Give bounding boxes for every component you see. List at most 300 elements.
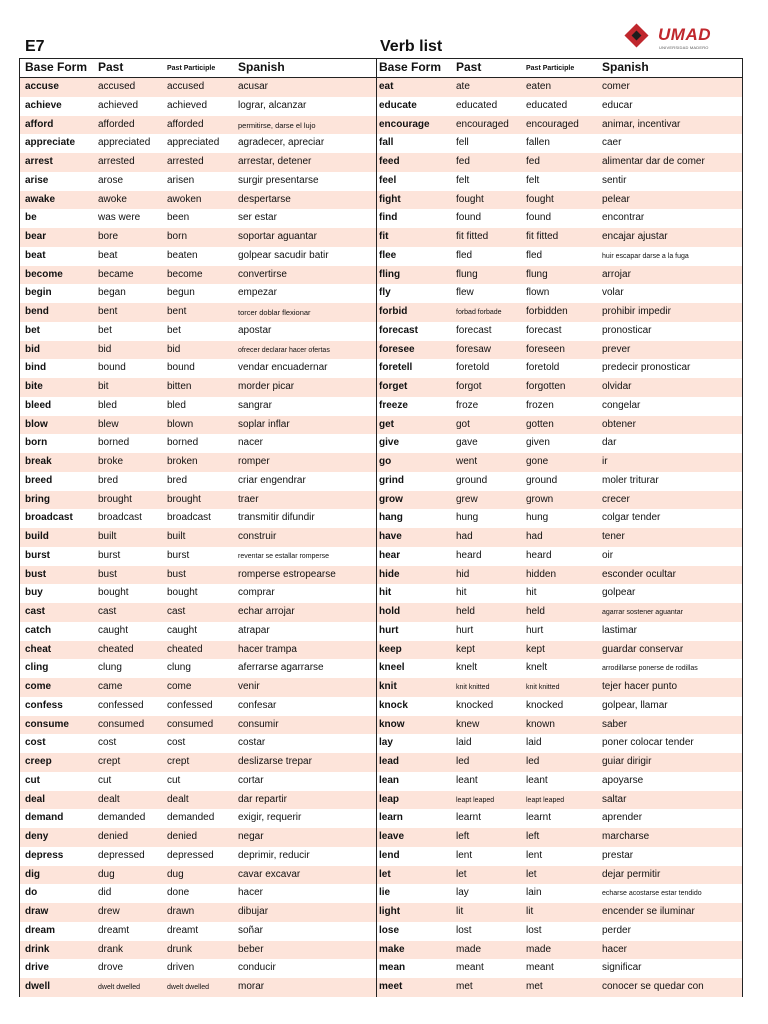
- base-form-cell: afford: [25, 118, 54, 130]
- table-row: [20, 941, 376, 960]
- base-form-cell: burst: [25, 549, 50, 561]
- header-past-participle: Past Participle: [167, 65, 216, 72]
- spanish-cell: apoyarse: [602, 774, 644, 786]
- spanish-cell: hacer trampa: [238, 643, 297, 655]
- past-participle-cell: caught: [167, 624, 198, 636]
- table-row: [20, 341, 376, 360]
- past-participle-cell: forbidden: [526, 306, 568, 317]
- table-row: [377, 153, 742, 172]
- past-cell: educated: [456, 99, 498, 111]
- past-participle-cell: fit fitted: [526, 231, 559, 242]
- past-participle-cell: knocked: [526, 699, 564, 711]
- logo-wordmark: UMAD: [658, 25, 711, 44]
- past-cell: borned: [98, 437, 130, 449]
- past-cell: burst: [98, 549, 121, 561]
- past-participle-cell: known: [526, 718, 555, 730]
- past-participle-cell: arisen: [167, 174, 195, 186]
- past-cell: bred: [98, 474, 119, 486]
- spanish-cell: conducir: [238, 962, 276, 974]
- past-cell: bit: [98, 381, 109, 392]
- base-form-cell: cut: [25, 774, 40, 786]
- base-form-cell: kneel: [379, 662, 405, 674]
- table-row: [20, 622, 376, 641]
- spanish-cell: comer: [602, 81, 630, 92]
- table-row: [377, 678, 742, 697]
- table-row: [20, 903, 376, 922]
- base-form-cell: fit: [379, 231, 389, 242]
- past-participle-cell: foreseen: [526, 343, 565, 355]
- base-form-cell: cheat: [25, 643, 52, 655]
- past-cell: blew: [98, 418, 119, 430]
- base-form-cell: foresee: [379, 343, 415, 355]
- base-form-cell: leap: [379, 793, 400, 805]
- past-cell: brought: [98, 493, 132, 505]
- spanish-cell: encajar ajustar: [602, 231, 668, 242]
- past-participle-cell: forgotten: [526, 381, 566, 392]
- table-row: [20, 247, 376, 266]
- past-cell: was were: [98, 212, 141, 224]
- table-row: [20, 922, 376, 941]
- table-row: [20, 791, 376, 810]
- base-form-cell: hang: [379, 512, 403, 524]
- table-row: [377, 191, 742, 210]
- past-cell: cast: [98, 606, 117, 617]
- base-form-cell: drive: [25, 962, 49, 974]
- past-cell: drew: [98, 906, 120, 917]
- past-participle-cell: arrested: [167, 156, 204, 167]
- table-row: [20, 378, 376, 397]
- past-cell: had: [456, 531, 473, 542]
- spanish-cell: lastimar: [602, 624, 638, 636]
- base-form-cell: break: [25, 456, 52, 467]
- table-header: [20, 59, 376, 78]
- base-form-cell: learn: [379, 812, 403, 824]
- spanish-cell: convertirse: [238, 268, 287, 280]
- table-row: [20, 472, 376, 491]
- past-cell: kept: [456, 643, 475, 655]
- table-row: [377, 959, 742, 978]
- spanish-cell: esconder ocultar: [602, 568, 676, 580]
- spanish-cell: predecir pronosticar: [602, 362, 691, 374]
- base-form-cell: fight: [379, 193, 401, 205]
- base-form-cell: become: [25, 268, 63, 280]
- past-participle-cell: done: [167, 887, 190, 899]
- table-row: [20, 528, 376, 547]
- past-cell: afforded: [98, 118, 135, 130]
- spanish-cell: consumir: [238, 718, 279, 730]
- table-row: [20, 566, 376, 585]
- past-cell: caught: [98, 624, 129, 636]
- base-form-cell: give: [379, 437, 400, 449]
- past-participle-cell: bound: [167, 362, 195, 374]
- past-participle-cell: hit: [526, 587, 537, 599]
- table-row: [377, 247, 742, 266]
- past-participle-cell: grown: [526, 493, 554, 505]
- base-form-cell: fly: [379, 287, 391, 299]
- past-participle-cell: cheated: [167, 643, 203, 655]
- table-header: [377, 59, 742, 78]
- spanish-cell: soportar aguantar: [238, 231, 317, 242]
- spanish-cell: exigir, requerir: [238, 812, 302, 824]
- spanish-cell: morder picar: [238, 381, 295, 392]
- spanish-cell: vendar encuadernar: [238, 362, 328, 374]
- past-cell: drove: [98, 962, 124, 974]
- past-cell: knit knitted: [456, 684, 490, 691]
- base-form-cell: fling: [379, 268, 401, 280]
- past-cell: arose: [98, 174, 124, 186]
- past-cell: awoke: [98, 193, 127, 205]
- spanish-cell: torcer doblar flexionar: [238, 308, 311, 317]
- past-cell: denied: [98, 831, 129, 842]
- table-row: [20, 884, 376, 903]
- table-row: [20, 266, 376, 285]
- base-form-cell: bend: [25, 306, 49, 317]
- past-cell: bid: [98, 343, 112, 355]
- past-participle-cell: held: [526, 606, 545, 617]
- past-cell: consumed: [98, 718, 145, 730]
- spanish-cell: arrodillarse ponerse de rodillas: [602, 665, 698, 673]
- verb-rows-left: [20, 78, 376, 997]
- past-cell: ate: [456, 81, 470, 92]
- base-form-cell: flee: [379, 249, 397, 261]
- spanish-cell: negar: [238, 831, 264, 842]
- table-row: [20, 678, 376, 697]
- base-form-cell: deal: [25, 793, 46, 805]
- base-form-cell: drink: [25, 943, 50, 955]
- past-participle-cell: made: [526, 943, 552, 955]
- base-form-cell: build: [25, 531, 49, 542]
- past-participle-cell: bled: [167, 399, 186, 411]
- base-form-cell: awake: [25, 193, 56, 205]
- spanish-cell: alimentar dar de comer: [602, 156, 705, 167]
- past-cell: forgot: [456, 381, 482, 392]
- past-participle-cell: meant: [526, 962, 554, 974]
- spanish-cell: aferrarse agarrarse: [238, 662, 324, 674]
- past-cell: cost: [98, 737, 117, 749]
- table-row: [377, 734, 742, 753]
- past-participle-cell: led: [526, 756, 540, 767]
- table-row: [20, 978, 376, 997]
- spanish-cell: prever: [602, 343, 631, 355]
- spanish-cell: golpear, llamar: [602, 699, 668, 711]
- spanish-cell: echar arrojar: [238, 606, 295, 617]
- base-form-cell: knock: [379, 699, 408, 711]
- table-row: [20, 753, 376, 772]
- spanish-cell: saber: [602, 718, 628, 730]
- base-form-cell: lie: [379, 887, 391, 899]
- past-participle-cell: brought: [167, 493, 201, 505]
- past-participle-cell: cut: [167, 774, 181, 786]
- past-participle-cell: lent: [526, 849, 543, 861]
- base-form-cell: fall: [379, 137, 394, 149]
- past-cell: arrested: [98, 156, 135, 167]
- table-row: [377, 378, 742, 397]
- past-cell: bought: [98, 587, 129, 599]
- table-row: [20, 959, 376, 978]
- past-participle-cell: given: [526, 437, 550, 449]
- table-row: [20, 866, 376, 885]
- past-participle-cell: crept: [167, 756, 190, 767]
- header-past: Past: [456, 60, 482, 74]
- table-row: [20, 584, 376, 603]
- base-form-cell: go: [379, 456, 392, 467]
- table-row: [377, 453, 742, 472]
- past-participle-cell: dealt: [167, 793, 189, 805]
- base-form-cell: meet: [379, 981, 403, 992]
- table-row: [377, 491, 742, 510]
- base-form-cell: educate: [379, 99, 417, 111]
- table-row: [20, 509, 376, 528]
- table-row: [377, 359, 742, 378]
- base-form-cell: have: [379, 531, 402, 542]
- table-row: [20, 116, 376, 135]
- past-participle-cell: foretold: [526, 362, 560, 374]
- spanish-cell: lograr, alcanzar: [238, 99, 307, 111]
- past-participle-cell: bred: [167, 474, 188, 486]
- base-form-cell: lean: [379, 774, 400, 786]
- base-form-cell: hold: [379, 606, 401, 617]
- spanish-cell: aprender: [602, 812, 643, 824]
- past-participle-cell: fought: [526, 193, 554, 205]
- spanish-cell: soplar inflar: [238, 418, 290, 430]
- spanish-cell: obtener: [602, 418, 636, 430]
- table-row: [377, 903, 742, 922]
- past-cell: dealt: [98, 793, 120, 805]
- base-form-cell: bust: [25, 568, 47, 580]
- past-participle-cell: come: [167, 681, 192, 692]
- past-participle-cell: demanded: [167, 812, 215, 824]
- past-cell: built: [98, 531, 117, 542]
- table-row: [377, 509, 742, 528]
- spanish-cell: pelear: [602, 193, 630, 205]
- base-form-cell: cling: [25, 662, 49, 674]
- past-cell: bled: [98, 399, 117, 411]
- past-participle-cell: driven: [167, 962, 195, 974]
- base-form-cell: arise: [25, 174, 49, 186]
- table-row: [377, 341, 742, 360]
- base-form-cell: cast: [25, 606, 46, 617]
- past-participle-cell: left: [526, 831, 540, 842]
- spanish-cell: nacer: [238, 437, 264, 449]
- table-row: [20, 772, 376, 791]
- page-title: Verb list: [380, 38, 443, 55]
- base-form-cell: keep: [379, 643, 402, 655]
- past-participle-cell: laid: [526, 737, 542, 749]
- past-participle-cell: awoken: [167, 193, 202, 205]
- spanish-cell: ofrecer declarar hacer ofertas: [238, 346, 330, 354]
- base-form-cell: depress: [25, 849, 64, 861]
- spanish-cell: prestar: [602, 849, 634, 861]
- past-participle-cell: dwelt dwelled: [167, 984, 210, 991]
- past-participle-cell: hung: [526, 512, 549, 524]
- past-cell: dug: [98, 868, 115, 880]
- past-participle-cell: clung: [167, 662, 191, 674]
- past-participle-cell: ground: [526, 474, 558, 486]
- spanish-cell: golpear sacudir batir: [238, 249, 329, 261]
- past-cell: lent: [456, 849, 473, 861]
- base-form-cell: buy: [25, 587, 43, 599]
- table-row: [377, 847, 742, 866]
- base-form-cell: born: [25, 437, 48, 449]
- past-participle-cell: found: [526, 212, 552, 224]
- spanish-cell: arrestar, detener: [238, 156, 312, 167]
- past-participle-cell: leant: [526, 774, 548, 786]
- header-spanish: Spanish: [602, 60, 649, 74]
- spanish-cell: oir: [602, 549, 614, 561]
- past-cell: met: [456, 981, 473, 992]
- spanish-cell: cortar: [238, 774, 264, 786]
- past-participle-cell: knelt: [526, 662, 548, 674]
- spanish-cell: golpear: [602, 587, 636, 599]
- past-participle-cell: achieved: [167, 99, 208, 111]
- past-participle-cell: hurt: [526, 624, 544, 636]
- table-row: [377, 209, 742, 228]
- table-row: [20, 809, 376, 828]
- table-row: [20, 641, 376, 660]
- past-cell: made: [456, 943, 482, 955]
- base-form-cell: make: [379, 943, 405, 955]
- past-cell: dwelt dwelled: [98, 984, 141, 991]
- table-row: [377, 472, 742, 491]
- table-row: [20, 547, 376, 566]
- past-participle-cell: forecast: [526, 324, 562, 336]
- verb-table-left: [20, 59, 376, 996]
- table-row: [377, 134, 742, 153]
- logo-subtext: UNIVERSIDAD MADERO: [659, 45, 709, 50]
- spanish-cell: colgar tender: [602, 512, 661, 524]
- spanish-cell: surgir presentarse: [238, 174, 319, 186]
- spanish-cell: costar: [238, 737, 266, 749]
- spanish-cell: tejer hacer punto: [602, 681, 678, 692]
- past-cell: knocked: [456, 699, 494, 711]
- spanish-cell: pronosticar: [602, 324, 652, 336]
- past-participle-cell: depressed: [167, 849, 214, 861]
- past-cell: broke: [98, 456, 124, 467]
- base-form-cell: beat: [25, 249, 46, 261]
- table-row: [20, 434, 376, 453]
- past-cell: forbad forbade: [456, 309, 502, 316]
- table-row: [377, 97, 742, 116]
- spanish-cell: hacer: [238, 887, 264, 899]
- past-participle-cell: educated: [526, 99, 568, 111]
- base-form-cell: lead: [379, 756, 400, 767]
- spanish-cell: echarse acostarse estar tendido: [602, 890, 702, 898]
- base-form-cell: catch: [25, 624, 52, 636]
- spanish-cell: congelar: [602, 399, 641, 411]
- spanish-cell: hacer: [602, 943, 628, 955]
- spanish-cell: educar: [602, 99, 633, 111]
- spanish-cell: reventar se estallar romperse: [238, 552, 330, 560]
- past-cell: lit: [456, 906, 464, 917]
- past-participle-cell: encouraged: [526, 118, 579, 130]
- spanish-cell: dejar permitir: [602, 868, 661, 880]
- base-form-cell: hide: [379, 568, 400, 580]
- table-row: [377, 791, 742, 810]
- table-row: [20, 303, 376, 322]
- base-form-cell: forecast: [379, 324, 418, 336]
- spanish-cell: prohibir impedir: [602, 306, 671, 317]
- past-cell: bet: [98, 324, 112, 336]
- past-participle-cell: lain: [526, 887, 542, 899]
- table-row: [377, 753, 742, 772]
- base-form-cell: draw: [25, 906, 49, 917]
- base-form-cell: hit: [379, 587, 392, 599]
- past-participle-cell: bought: [167, 587, 198, 599]
- spanish-cell: agradecer, apreciar: [238, 137, 325, 149]
- past-cell: bound: [98, 362, 126, 374]
- base-form-cell: grow: [379, 493, 403, 505]
- past-participle-cell: drawn: [167, 906, 195, 917]
- table-row: [377, 697, 742, 716]
- past-participle-cell: had: [526, 531, 543, 542]
- spanish-cell: marcharse: [602, 831, 650, 842]
- table-row: [377, 284, 742, 303]
- past-participle-cell: heard: [526, 549, 552, 561]
- spanish-cell: arrojar: [602, 268, 631, 280]
- spanish-cell: empezar: [238, 287, 277, 299]
- past-participle-cell: drunk: [167, 943, 193, 955]
- past-participle-cell: born: [167, 231, 188, 242]
- past-cell: found: [456, 212, 482, 224]
- table-row: [377, 116, 742, 135]
- past-participle-cell: kept: [526, 643, 545, 655]
- past-cell: knew: [456, 718, 480, 730]
- past-cell: did: [98, 887, 112, 899]
- table-row: [20, 491, 376, 510]
- past-cell: fit fitted: [456, 231, 489, 242]
- base-form-cell: grind: [379, 474, 404, 486]
- past-participle-cell: bent: [167, 306, 187, 317]
- past-cell: left: [456, 831, 470, 842]
- logo-diamond-icon: [624, 23, 648, 47]
- past-cell: clung: [98, 662, 122, 674]
- table-row: [377, 622, 742, 641]
- table-row: [20, 209, 376, 228]
- past-cell: foretold: [456, 362, 490, 374]
- table-row: [377, 772, 742, 791]
- past-cell: drank: [98, 943, 124, 955]
- past-participle-cell: gone: [526, 456, 549, 467]
- base-form-cell: forget: [379, 381, 408, 392]
- spanish-cell: sentir: [602, 174, 627, 186]
- past-cell: appreciated: [98, 137, 151, 149]
- table-row: [20, 134, 376, 153]
- past-participle-cell: frozen: [526, 399, 554, 411]
- table-row: [20, 397, 376, 416]
- base-form-cell: dig: [25, 868, 40, 880]
- past-cell: crept: [98, 756, 121, 767]
- past-cell: ground: [456, 474, 488, 486]
- spanish-cell: tener: [602, 531, 625, 542]
- past-cell: became: [98, 268, 134, 280]
- past-participle-cell: fallen: [526, 137, 550, 149]
- table-row: [377, 716, 742, 735]
- table-row: [377, 659, 742, 678]
- table-row: [377, 584, 742, 603]
- spanish-cell: guardar conservar: [602, 643, 684, 655]
- table-row: [377, 978, 742, 997]
- past-participle-cell: become: [167, 268, 203, 280]
- spanish-cell: poner colocar tender: [602, 737, 694, 749]
- past-cell: hid: [456, 568, 470, 580]
- past-cell: fought: [456, 193, 484, 205]
- base-form-cell: demand: [25, 812, 64, 824]
- past-cell: demanded: [98, 812, 146, 824]
- spanish-cell: soñar: [238, 924, 264, 936]
- table-row: [377, 603, 742, 622]
- base-form-cell: consume: [25, 718, 69, 730]
- base-form-cell: creep: [25, 756, 52, 767]
